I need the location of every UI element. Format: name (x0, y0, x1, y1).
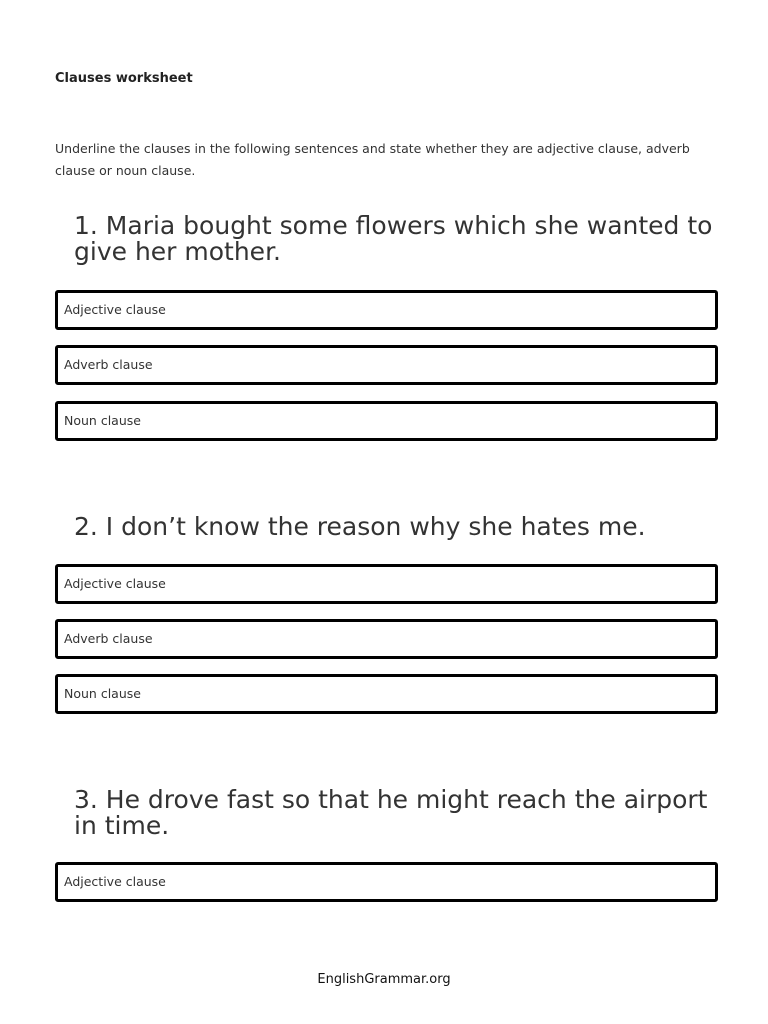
question-1-option-noun[interactable]: Noun clause (55, 401, 718, 441)
worksheet-title: Clauses worksheet (55, 71, 193, 86)
question-2-option-adjective[interactable]: Adjective clause (55, 564, 718, 604)
question-1-option-adverb[interactable]: Adverb clause (55, 345, 718, 385)
footer-site-name: EnglishGrammar.org (317, 972, 451, 987)
question-2-text: 2. I don’t know the reason why she hates me. (74, 512, 646, 541)
question-2-option-adverb[interactable]: Adverb clause (55, 619, 718, 659)
question-3-option-adjective[interactable]: Adjective clause (55, 862, 718, 902)
question-3-text: 3. He drove fast so that he might reach the airport in time. (74, 785, 708, 840)
question-2-option-noun[interactable]: Noun clause (55, 674, 718, 714)
question-1-text: 1. Maria bought some flowers which she wanted to give her mother. (74, 211, 713, 266)
question-1-option-adjective[interactable]: Adjective clause (55, 290, 718, 330)
instructions: Underline the clauses in the following sentences and state whether they are adjective clause, adverb clause or noun clause. (55, 141, 690, 178)
